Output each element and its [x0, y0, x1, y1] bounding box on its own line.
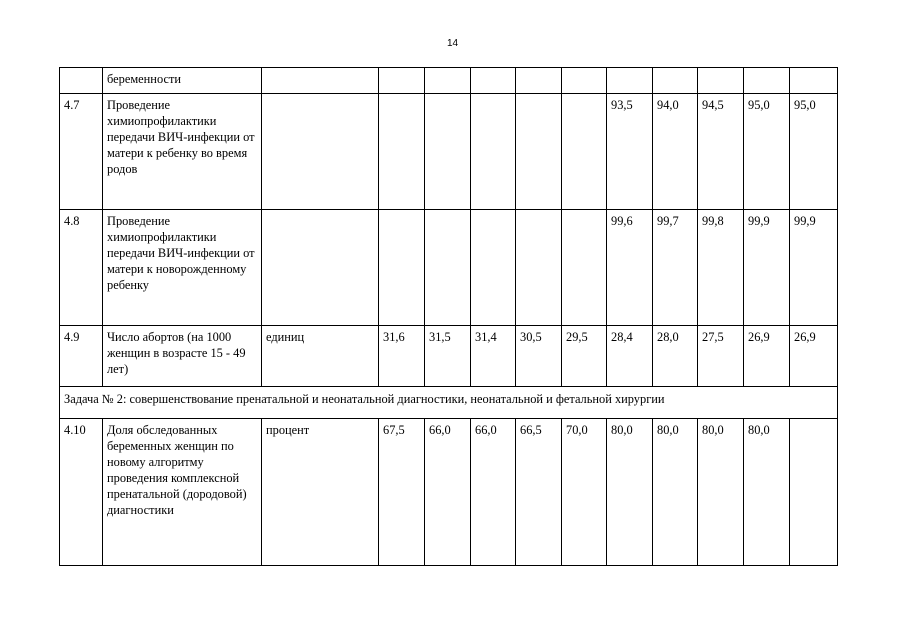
row-value: 66,5	[516, 419, 562, 566]
row-unit	[262, 210, 379, 326]
row-value	[471, 94, 516, 210]
row-value: 67,5	[379, 419, 425, 566]
row-value: 27,5	[698, 326, 744, 387]
row-unit	[262, 68, 379, 94]
row-value	[607, 68, 653, 94]
row-value: 94,5	[698, 94, 744, 210]
row-number: 4.7	[60, 94, 103, 210]
row-unit: процент	[262, 419, 379, 566]
row-value: 99,6	[607, 210, 653, 326]
row-number: 4.9	[60, 326, 103, 387]
row-value: 30,5	[516, 326, 562, 387]
row-value	[516, 68, 562, 94]
row-value: 66,0	[471, 419, 516, 566]
page-number: 14	[446, 38, 459, 49]
row-value: 70,0	[562, 419, 607, 566]
table-row	[60, 210, 838, 326]
row-value	[379, 94, 425, 210]
row-value	[516, 94, 562, 210]
table-row	[60, 68, 838, 94]
row-value	[653, 68, 698, 94]
row-value	[379, 210, 425, 326]
row-value: 80,0	[744, 419, 790, 566]
row-value: 95,0	[744, 94, 790, 210]
row-number: 4.10	[60, 419, 103, 566]
row-number	[60, 68, 103, 94]
task-row	[60, 387, 838, 419]
row-value: 31,5	[425, 326, 471, 387]
row-indicator-name: Проведение химиопрофилактики передачи ВИЧ-инфекции от матери к новорожденному ребенку	[103, 210, 262, 326]
row-value: 80,0	[653, 419, 698, 566]
row-value: 26,9	[744, 326, 790, 387]
row-value	[471, 210, 516, 326]
task-heading: Задача № 2: совершенствование пренатальной и неонатальной диагностики, неонатальной и фетальной хирургии	[60, 387, 838, 419]
row-value: 26,9	[790, 326, 838, 387]
row-indicator-name: Проведение химиопрофилактики передачи ВИЧ-инфекции от матери к ребенку во время родов	[103, 94, 262, 210]
row-indicator-name: Число абортов (на 1000 женщин в возрасте 15 - 49 лет)	[103, 326, 262, 387]
row-value: 28,4	[607, 326, 653, 387]
row-value: 29,5	[562, 326, 607, 387]
row-value	[562, 94, 607, 210]
row-value	[471, 68, 516, 94]
row-number: 4.8	[60, 210, 103, 326]
row-value: 99,9	[790, 210, 838, 326]
row-value	[744, 68, 790, 94]
table-row	[60, 94, 838, 210]
row-unit	[262, 94, 379, 210]
row-value: 66,0	[425, 419, 471, 566]
row-value	[562, 68, 607, 94]
row-value	[379, 68, 425, 94]
row-value	[790, 419, 838, 566]
row-value: 99,7	[653, 210, 698, 326]
row-value: 93,5	[607, 94, 653, 210]
row-value: 31,6	[379, 326, 425, 387]
row-value	[425, 94, 471, 210]
row-value	[516, 210, 562, 326]
row-value: 99,8	[698, 210, 744, 326]
indicator-table	[59, 67, 838, 566]
row-value: 94,0	[653, 94, 698, 210]
row-value	[425, 68, 471, 94]
row-value: 95,0	[790, 94, 838, 210]
table-row	[60, 419, 838, 566]
row-value	[790, 68, 838, 94]
row-value: 80,0	[607, 419, 653, 566]
row-indicator-name: Доля обследованных беременных женщин по новому алгоритму проведения комплексной пренатальной (дородовой) диагностики	[103, 419, 262, 566]
row-value: 31,4	[471, 326, 516, 387]
row-value: 28,0	[653, 326, 698, 387]
row-unit: единиц	[262, 326, 379, 387]
row-indicator-name: беременности	[103, 68, 262, 94]
row-value: 80,0	[698, 419, 744, 566]
row-value	[562, 210, 607, 326]
row-value: 99,9	[744, 210, 790, 326]
row-value	[425, 210, 471, 326]
row-value	[698, 68, 744, 94]
table-row	[60, 326, 838, 387]
